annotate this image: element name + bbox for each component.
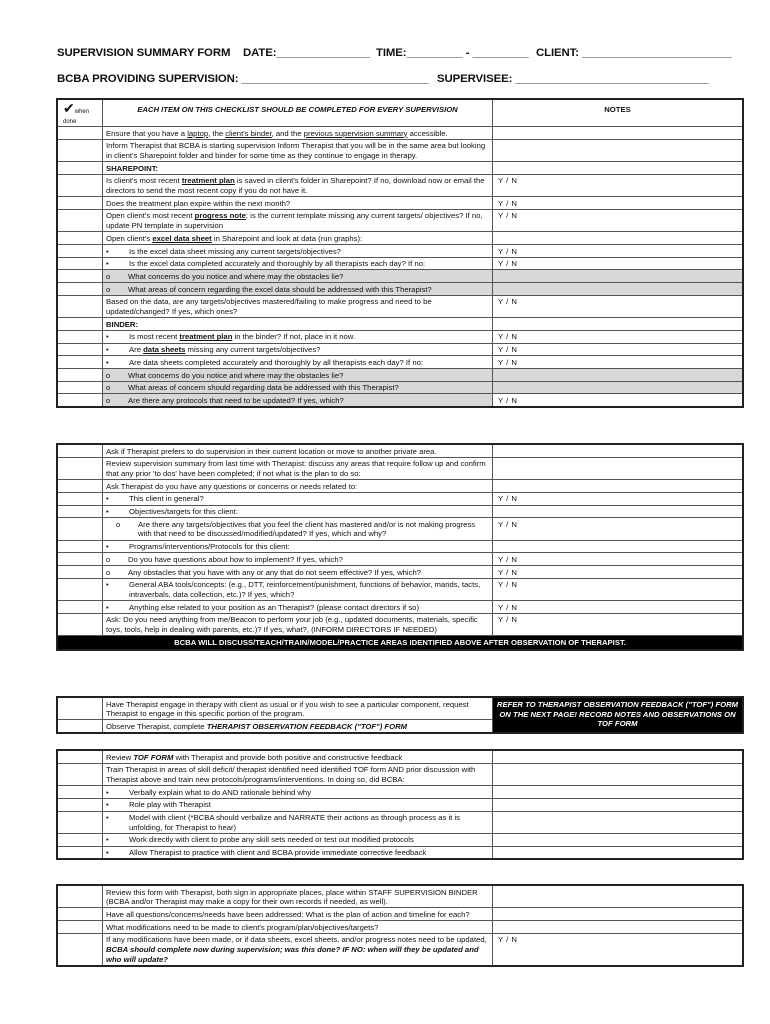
yes-no-toggle[interactable]: Y / N: [498, 246, 518, 256]
table-row: [58, 921, 743, 934]
checklist-item: o What areas of concern regarding the excel data should be addressed with this Therapist?: [103, 283, 493, 296]
checklist-item: What modifications need to be made to client's program/plan/objectives/targets?: [103, 921, 493, 934]
checklist-item: If any modifications have been made, or if data sheets, excel sheets, and/or progress notes need to be updated, BCBA should complete now during supervision; was this done? IF NO: when will they be updated and who will update?: [103, 933, 493, 965]
bcba-will-discuss-banner: BCBA WILL DISCUSS/TEACH/TRAIN/MODEL/PRACTICE AREAS IDENTIFIED ABOVE AFTER OBSERVATION OF THERAPIST.: [58, 636, 743, 650]
notes-cell[interactable]: [493, 798, 743, 811]
checklist-item: o What concerns do you notice and where may the obstacles lie?: [103, 369, 493, 382]
table-row: [58, 798, 743, 811]
when-done-label: when done: [63, 109, 90, 125]
done-checkbox[interactable]: [58, 720, 103, 733]
notes-header: NOTES: [493, 100, 743, 127]
checklist-item: Observe Therapist, complete THERAPIST OBSERVATION FEEDBACK ("TOF") FORM: [103, 720, 493, 733]
checklist-item: • Verbally explain what to do AND rationale behind why: [103, 786, 493, 799]
checklist-item: • Programs/interventions/Protocols for this client:: [103, 540, 493, 553]
yes-no-toggle[interactable]: Y / N: [498, 519, 518, 529]
done-checkbox[interactable]: [58, 786, 103, 799]
table-row: [58, 356, 743, 369]
notes-cell[interactable]: [493, 492, 743, 505]
table-row: [58, 480, 743, 493]
notes-cell[interactable]: [493, 457, 743, 479]
notes-cell[interactable]: [493, 162, 743, 175]
notes-cell[interactable]: [493, 369, 743, 382]
table-row: [58, 566, 743, 579]
done-checkbox[interactable]: [58, 518, 103, 540]
table-row: [58, 457, 743, 479]
yes-no-toggle[interactable]: Y / N: [498, 176, 518, 186]
date-field[interactable]: DATE:_______________: [243, 47, 370, 59]
table-row: [58, 270, 743, 283]
done-checkbox[interactable]: [58, 257, 103, 270]
supervisee-field[interactable]: SUPERVISEE: _______________________________: [437, 73, 709, 85]
table-row: [58, 162, 743, 175]
table-row: [58, 763, 743, 785]
form-header-line-1: [57, 47, 732, 59]
checklist-item: o What concerns do you notice and where may the obstacles lie?: [103, 270, 493, 283]
notes-cell[interactable]: [493, 933, 743, 965]
table-row: [58, 846, 743, 859]
table-row: [58, 381, 743, 394]
table-row: [58, 751, 743, 764]
checklist-item: • General ABA tools/concepts: (e.g., DTT, reinforcement/punishment, functions of behavior, mands, tacts, intraverbals, data collection, etc.)? If yes, which?: [103, 578, 493, 600]
yes-no-toggle[interactable]: Y / N: [498, 198, 518, 208]
table-row: [58, 445, 743, 458]
checklist-item: Ask if Therapist prefers to do supervision in their current location or move to another private area.: [103, 445, 493, 458]
checklist-item: Ask: Do you need anything from me/Beacon to perform your job (e.g., updated documents, materials, specific toys, tools, help in dealing with parents, etc.)? If yes, what?, (INFORM DIRECTORS IF NEEDED): [103, 613, 493, 635]
checklist-item: Have Therapist engage in therapy with client as usual or if you wish to see a particular component, request Therapist to engage in this specific portion of the program.: [103, 698, 493, 720]
done-checkbox[interactable]: [58, 139, 103, 161]
done-checkbox[interactable]: [58, 318, 103, 331]
table-row: [58, 245, 743, 258]
binder-heading: BINDER:: [103, 318, 493, 331]
table-row: [58, 330, 743, 343]
notes-cell[interactable]: [493, 232, 743, 245]
checklist-item: Review supervision summary from last time with Therapist: discuss any areas that require follow up and confirm that any prior 'to dos' have been completed; if not what is the plan to do so:: [103, 457, 493, 479]
table-row: [58, 369, 743, 382]
table-row: [58, 505, 743, 518]
done-checkbox[interactable]: [58, 381, 103, 394]
done-checkbox[interactable]: [58, 763, 103, 785]
done-checkbox[interactable]: [58, 369, 103, 382]
checklist-item: Is client's most recent treatment plan is saved in client's folder in Sharepoint? If no, download now or email the directors to send the most recent copy if you do not have it.: [103, 174, 493, 196]
done-checkbox[interactable]: [58, 394, 103, 407]
done-checkbox[interactable]: [58, 613, 103, 635]
checklist-item: Does the treatment plan expire within the next month?: [103, 197, 493, 210]
done-checkbox[interactable]: [58, 295, 103, 317]
notes-cell[interactable]: [493, 921, 743, 934]
table-row: [58, 283, 743, 296]
done-checkbox[interactable]: [58, 457, 103, 479]
checklist-item: • Are data sheets completed accurately and thoroughly by all therapists each day? If no:: [103, 356, 493, 369]
done-checkbox[interactable]: [58, 921, 103, 934]
checklist-item: • Is most recent treatment plan in the binder? If not, place in it now.: [103, 330, 493, 343]
table-row: [58, 295, 743, 317]
done-checkbox[interactable]: [58, 174, 103, 196]
checklist-item: Have all questions/concerns/needs have been addressed: What is the plan of action and timeline for each?: [103, 908, 493, 921]
table-row: [58, 318, 743, 331]
form-title: SUPERVISION SUMMARY FORM: [57, 47, 231, 59]
yes-no-toggle[interactable]: Y / N: [498, 211, 518, 221]
table-row: [58, 613, 743, 635]
done-checkbox[interactable]: [58, 798, 103, 811]
done-checkbox[interactable]: [58, 578, 103, 600]
notes-cell[interactable]: [493, 505, 743, 518]
checklist-item: • Is the excel data completed accurately and thoroughly by all therapists each day? If no:: [103, 257, 493, 270]
notes-cell[interactable]: [493, 480, 743, 493]
checklist-item: • Are data sheets missing any current targets/objectives?: [103, 343, 493, 356]
table-row: [58, 139, 743, 161]
notes-cell[interactable]: [493, 908, 743, 921]
yes-no-toggle[interactable]: Y / N: [498, 259, 518, 269]
done-checkbox[interactable]: [58, 283, 103, 296]
checklist-item: Open client's excel data sheet in Sharepoint and look at data (run graphs):: [103, 232, 493, 245]
table-row: [58, 553, 743, 566]
notes-cell[interactable]: [493, 270, 743, 283]
notes-cell[interactable]: [493, 833, 743, 846]
done-checkbox[interactable]: [58, 209, 103, 231]
table-row: [58, 518, 743, 540]
notes-cell[interactable]: [493, 343, 743, 356]
checklist-item: o What areas of concern should regarding data be addressed with this Therapist?: [103, 381, 493, 394]
time-field[interactable]: TIME:_________ - _________: [376, 47, 529, 59]
yes-no-toggle[interactable]: Y / N: [498, 567, 518, 577]
checklist-item: Inform Therapist that BCBA is starting supervision Inform Therapist that you will be in the same area but looking in client's Sharepoint folder and binder for some time as they continue to engage in therapy.: [103, 139, 493, 161]
table-row: [58, 933, 743, 965]
notes-cell[interactable]: [493, 811, 743, 833]
yes-no-toggle[interactable]: Y / N: [498, 580, 518, 590]
checklist-title: EACH ITEM ON THIS CHECKLIST SHOULD BE COMPLETED FOR EVERY SUPERVISION: [103, 100, 493, 127]
checklist-item: Open client's most recent progress note; is the current template missing any current targets/ objectives? If no, update PN template in supervision: [103, 209, 493, 231]
notes-cell[interactable]: [493, 318, 743, 331]
done-checkbox[interactable]: [58, 908, 103, 921]
notes-cell[interactable]: [493, 174, 743, 196]
yes-no-toggle[interactable]: Y / N: [498, 357, 518, 367]
checklist-item: • Model with client (*BCBA should verbalize and NARRATE their actions as through process as it is unfolding, for Therapist to hear): [103, 811, 493, 833]
done-checkbox[interactable]: [58, 933, 103, 965]
table-row: [58, 174, 743, 196]
done-checkbox[interactable]: [58, 162, 103, 175]
table-row: [58, 492, 743, 505]
notes-cell[interactable]: [493, 751, 743, 764]
done-checkbox[interactable]: [58, 698, 103, 720]
notes-cell[interactable]: [493, 886, 743, 908]
notes-cell[interactable]: [493, 295, 743, 317]
done-checkbox[interactable]: [58, 197, 103, 210]
notes-cell[interactable]: [493, 209, 743, 231]
yes-no-toggle[interactable]: Y / N: [498, 615, 518, 625]
checklist-section-1: [57, 99, 743, 407]
checklist-item: Review this form with Therapist, both sign in appropriate places, place within STAFF SUPERVISION BINDER (BCBA and/or Therapist may make a copy for their own records if needed, as well).: [103, 886, 493, 908]
done-checkbox[interactable]: [58, 811, 103, 833]
table-row: [58, 908, 743, 921]
table-row: [58, 127, 743, 140]
checklist-item: • Role play with Therapist: [103, 798, 493, 811]
notes-cell[interactable]: [493, 245, 743, 258]
notes-cell[interactable]: [493, 578, 743, 600]
done-checkbox[interactable]: [58, 343, 103, 356]
checklist-item: o Are there any protocols that need to be updated? If yes, which?: [103, 394, 493, 407]
checklist-item: • Work directly with client to probe any skill sets needed or test out modified protocols: [103, 833, 493, 846]
notes-cell[interactable]: [493, 553, 743, 566]
table-row: [58, 786, 743, 799]
checklist-item: • This client in general?: [103, 492, 493, 505]
table-row: [58, 578, 743, 600]
notes-cell[interactable]: [493, 786, 743, 799]
checklist-item: o Any obstacles that you have with any or any that do not seem effective? If yes, which?: [103, 566, 493, 579]
checklist-item: Based on the data, are any targets/objectives mastered/failing to make progress and need to be updated/changed? If yes, which ones?: [103, 295, 493, 317]
checklist-item: • Anything else related to your position as an Therapist? (please contact directors if so): [103, 601, 493, 614]
table-row: [58, 232, 743, 245]
bcba-field[interactable]: BCBA PROVIDING SUPERVISION: ______________________________: [57, 73, 429, 85]
client-field[interactable]: CLIENT: ________________________: [536, 47, 732, 59]
done-checkbox[interactable]: [58, 445, 103, 458]
done-checkbox[interactable]: [58, 601, 103, 614]
sharepoint-heading: SHAREPOINT:: [103, 162, 493, 175]
table-row: [58, 394, 743, 407]
done-checkbox[interactable]: [58, 330, 103, 343]
checklist-section-5: [57, 885, 743, 966]
table-row: [58, 540, 743, 553]
notes-cell[interactable]: [493, 540, 743, 553]
notes-cell[interactable]: [493, 381, 743, 394]
done-checkbox[interactable]: [58, 540, 103, 553]
notes-cell[interactable]: [493, 139, 743, 161]
yes-no-toggle[interactable]: Y / N: [498, 602, 518, 612]
notes-cell[interactable]: [493, 518, 743, 540]
table-row: [58, 257, 743, 270]
yes-no-toggle[interactable]: Y / N: [498, 554, 518, 564]
checklist-item: • Objectives/targets for this client:: [103, 505, 493, 518]
done-checkbox[interactable]: [58, 553, 103, 566]
done-checkbox[interactable]: [58, 480, 103, 493]
notes-cell[interactable]: [493, 846, 743, 859]
done-checkbox[interactable]: [58, 833, 103, 846]
table-row: [58, 601, 743, 614]
notes-cell[interactable]: [493, 283, 743, 296]
yes-no-toggle[interactable]: Y / N: [498, 332, 518, 342]
done-checkbox[interactable]: [58, 492, 103, 505]
form-header-line-2: [57, 73, 709, 85]
yes-no-toggle[interactable]: Y / N: [498, 935, 518, 945]
yes-no-toggle[interactable]: Y / N: [498, 345, 518, 355]
checklist-section-3: [57, 697, 743, 733]
notes-cell[interactable]: [493, 394, 743, 407]
notes-cell[interactable]: [493, 613, 743, 635]
notes-cell[interactable]: [493, 257, 743, 270]
checklist-item: Review TOF FORM with Therapist and provide both positive and constructive feedback: [103, 751, 493, 764]
table-row: [58, 343, 743, 356]
checklist-item: Train Therapist in areas of skill deficit/ therapist identified need identified TOF form AND prior discussion with Therapist above and train new protocols/programs/interventions. In doing so, did BCBA:: [103, 763, 493, 785]
notes-cell[interactable]: [493, 330, 743, 343]
checklist-item: • Allow Therapist to practice with client and BCBA provide immediate corrective feedback: [103, 846, 493, 859]
done-checkbox[interactable]: [58, 356, 103, 369]
yes-no-toggle[interactable]: Y / N: [498, 395, 518, 405]
notes-cell[interactable]: [493, 566, 743, 579]
checklist-section-2: [57, 444, 743, 650]
checklist-item: Ensure that you have a laptop, the client's binder, and the previous supervision summary accessible.: [103, 127, 493, 140]
done-checkbox[interactable]: [58, 751, 103, 764]
notes-cell[interactable]: [493, 445, 743, 458]
done-checkbox[interactable]: [58, 566, 103, 579]
table-row: [58, 833, 743, 846]
done-checkbox[interactable]: [58, 270, 103, 283]
checklist-item: o Are there any targets/objectives that you feel the client has mastered and/or is not making progress with that need to be discussed/modified/updated? If yes, which and why?: [103, 518, 493, 540]
table-row: [58, 209, 743, 231]
done-checkbox[interactable]: [58, 505, 103, 518]
done-checkbox[interactable]: [58, 846, 103, 859]
yes-no-toggle[interactable]: Y / N: [498, 297, 518, 307]
checklist-section-4: [57, 750, 743, 859]
table-row: [58, 886, 743, 908]
done-checkbox[interactable]: [58, 245, 103, 258]
notes-cell[interactable]: [493, 197, 743, 210]
done-checkbox[interactable]: [58, 127, 103, 140]
notes-cell[interactable]: [493, 763, 743, 785]
done-checkbox[interactable]: [58, 232, 103, 245]
notes-cell[interactable]: [493, 601, 743, 614]
checkmark-icon: ✔: [63, 100, 75, 116]
notes-cell[interactable]: [493, 356, 743, 369]
done-checkbox[interactable]: [58, 886, 103, 908]
checklist-item: • Is the excel data sheet missing any current targets/objectives?: [103, 245, 493, 258]
table-row: [58, 811, 743, 833]
table-row: [58, 197, 743, 210]
when-done-header: [58, 100, 103, 127]
table-row: [58, 698, 743, 720]
checklist-item: Ask Therapist do you have any questions or concerns or needs related to:: [103, 480, 493, 493]
tof-reference-note: REFER TO THERAPIST OBSERVATION FEEDBACK ("TOF") FORM ON THE NEXT PAGE! RECORD NOTES AND OBSERVATIONS ON TOF FORM: [493, 698, 743, 733]
notes-cell[interactable]: [493, 127, 743, 140]
yes-no-toggle[interactable]: Y / N: [498, 494, 518, 504]
checklist-item: o Do you have questions about how to implement? If yes, which?: [103, 553, 493, 566]
